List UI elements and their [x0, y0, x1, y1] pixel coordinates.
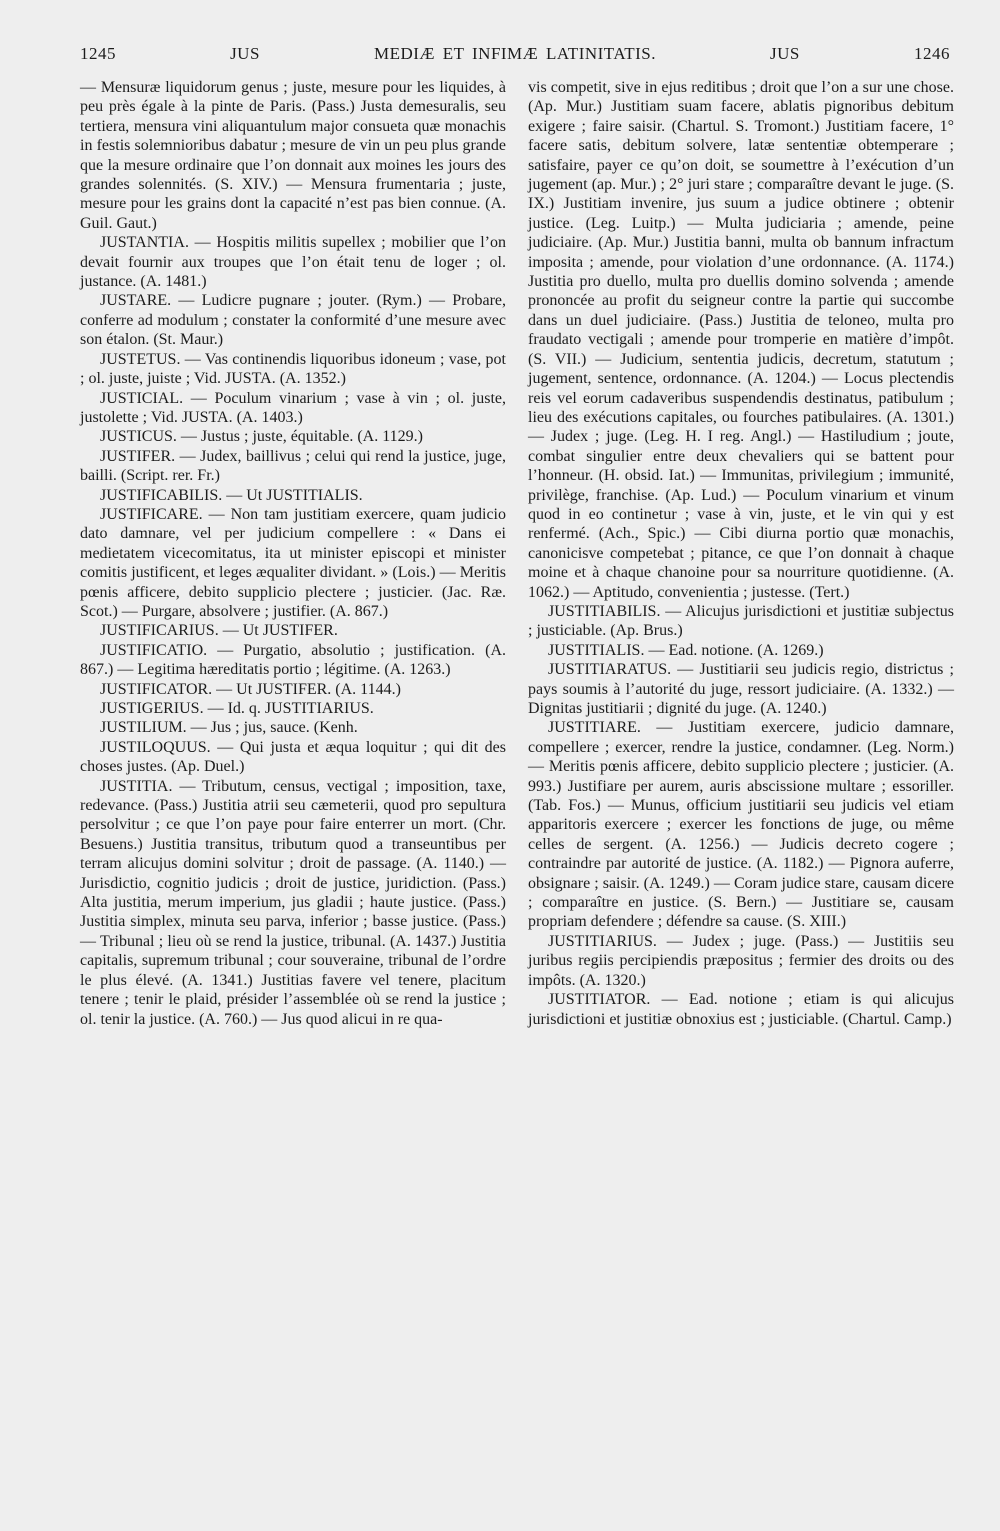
catchword-left: JUS [230, 44, 260, 63]
entry-paragraph: JUSTITIARATUS. — Justitiarii seu judicis regio, districtus ; pays soumis à l’autorité du juge, ressort judiciaire. (A. 1332.) — Dignitas justitiarii ; dignité du juge. (A. 1240.) [528, 661, 954, 717]
entry-paragraph: JUSTARE. — Ludicre pugnare ; jouter. (Rym.) — Probare, conferre ad modulum ; constater la conformité d’une mesure avec son étalon. (St. Maur.) [80, 292, 506, 349]
left-column [80, 78, 506, 1029]
entry-paragraph: JUSTIFICARIUS. — Ut JUSTIFER. [100, 622, 338, 640]
page-number-left: 1245 [80, 44, 116, 63]
entry-paragraph: JUSTIFICARE. — Non tam justitiam exercere, quam judicio dato damnare, vel per judicium compellere : « Dans ei medietatem vicecomitatus, ita ut minister episcopi et minister comitis justificent, et leges æqualiter dividant. » (Lois.) — Meritis pœnis afficere, debito supplicio plectere ; justicier. (Jac. Ræ. Scot.) — Purgare, absolvere ; justifier. (A. 867.) [80, 505, 506, 620]
entry-paragraph: JUSTITIARIUS. — Judex ; juge. (Pass.) — Justitiis seu juribus regiis percipiendis præpositus ; fermier des droits ou des impôts. (A. 1320.) [528, 932, 954, 989]
entry-paragraph: JUSTICIAL. — Poculum vinarium ; vase à vin ; ol. juste, justolette ; Vid. JUSTA. (A. 1403.) [80, 389, 506, 426]
running-title: MEDIÆ ET INFIMÆ LATINITATIS. [373, 44, 656, 63]
entry-paragraph: JUSTIFICATOR. — Ut JUSTIFER. (A. 1144.) [100, 680, 401, 698]
entry-paragraph: JUSTILOQUUS. — Qui justa et æqua loquitur ; qui dit des choses justes. (Ap. Duel.) [80, 738, 506, 776]
entry-paragraph: JUSTIGERIUS. — Id. q. JUSTITIARIUS. [100, 700, 374, 717]
entry-paragraph: JUSTETUS. — Vas continendis liquoribus idoneum ; vase, pot ; ol. juste, juiste ; Vid. JUSTA. (A. 1352.) [80, 350, 506, 388]
entry-paragraph: JUSTITIATOR. — Ead. notione ; etiam is qui alicujus jurisdictioni et justitiæ obnoxius est ; justiciable. (Chartul. Camp.) [528, 991, 954, 1028]
entry-paragraph: JUSTIFICABILIS. — Ut JUSTITIALIS. [100, 486, 363, 504]
entry-paragraph: JUSTITIABILIS. — Alicujus jurisdictioni et justitiæ subjectus ; justiciable. (Ap. Brus.) [528, 602, 954, 640]
running-head [80, 44, 954, 64]
entry-paragraph: JUSTILIUM. — Jus ; jus, sauce. (Kenh. [100, 719, 358, 737]
entry-paragraph: JUSTANTIA. — Hospitis militis supellex ; mobilier que l’on devait fournir aux troupes que l’on était tenu de loger ; ol. justance. (A. 1481.) [80, 234, 506, 291]
entry-paragraph: — Mensuræ liquidorum genus ; juste, mesure pour les liquides, à peu près égale à la pinte de Paris. (Pass.) Justa demesuralis, seu tertiera, mensura vini aliquantulum major consueta quæ monachis in festis solemnioribus dabatur ; mesure de vin un peu plus grande que la mesure ordinaire que l’on donnait aux moines les jours des grandes solennités. (S. XIV.) — Mensura frumentaria ; juste, mesure pour les grains dont la capacité n’est pas bien connue. (A. Guil. Gaut.) [80, 79, 506, 232]
entry-paragraph: vis competit, sive in ejus reditibus ; droit que l’on a sur une chose. (Ap. Mur.) Justitiam suam facere, ablatis pignoribus debitum exigere ; faire saisir. (Chartul. S. Tromont.) Justitiam facere, 1° facere satis, debitum solvere, latæ sententiæ obtemperare ; satisfaire, payer ce qu’on doit, se soumettre à l’exécution d’un jugement (ap. Mur.) ; 2° juri stare ; comparaître devant le juge. (S. IX.) Justitiam invenire, jus suum a judice obtinere ; obtenir justice. (Leg. Luitp.) — Multa judiciaria ; amende, peine judiciaire. (Ap. Mur.) Justitia banni, multa ob bannum infractum imposita ; amende, pour violation d’une ordonnance. (A. 1174.) Justitia pro duello, multa pro duellis domino solvenda ; amende prononcée au profit du seigneur contre la partie qui succombe dans un duel judiciaire. (Pass.) Justitia de teloneo, multa pro fraudato vectigali ; amende pour tromperie en matière d’impôt. (S. VII.) — Judicium, sententia judicis, decretum, statutum ; jugement, sentence, ordonnance. (A. 1204.) — Locus plectendis reis vel eorum cadaveribus suspendendis destinatus, patibulum ; lieu des exécutions capitales, ou fourches patibulaires. (A. 1301.) — Judex ; juge. (Leg. H. I reg. Angl.) — Hastiludium ; joute, combat singulier entre deux chevaliers qui se battent pour l’honneur. (H. obsid. Iat.) — Immunitas, privilegium ; immunité, privilège, franchise. (Ap. Lud.) — Poculum vinarium et vinum quod in eo continetur ; vase à vin, juste, et le vin qui y est renfermé. (Ach., Spic.) — Cibi diurna portio quæ monachis, canonicisve competebat ; pitance, ce que l’on donnait à chaque moine et à chaque chanoine pour sa nourriture quotidienne. (A. 1062.) — Aptitudo, convenientia ; justesse. (Tert.) [528, 79, 954, 601]
right-column [528, 78, 954, 1029]
entry-paragraph: JUSTICUS. — Justus ; juste, équitable. (A. 1129.) [100, 428, 423, 446]
entry-paragraph: JUSTITIARE. — Justitiam exercere, judicio damnare, compellere ; exercer, rendre la justice, condamner. (Leg. Norm.) — Meritis pœnis afficere, debito supplicio plectere ; justicier. (A. 993.) Justifiare per aurem, auris abscissione multare ; essoriller. (Tab. Fos.) — Munus, officium justitiarii seu judicis vel etiam apparitoris exercere ; exercer les fonctions de juge, ou même celles de sergent. (A. 1256.) — Judicis decreto cogere ; contraindre par autorité de justice. (A. 1182.) — Pignora auferre, obsignare ; saisir. (A. 1249.) — Coram judice stare, causam dicere ; comparaître en justice. (S. Bern.) — Justitiare se, causam propriam defendere ; défendre sa cause. (S. XIII.) [528, 719, 954, 931]
page-number-right: 1246 [913, 44, 950, 63]
entry-paragraph: JUSTITIALIS. — Ead. notione. (A. 1269.) [548, 641, 824, 659]
catchword-right: JUS [770, 44, 800, 63]
entry-paragraph: JUSTITIA. — Tributum, census, vectigal ; imposition, taxe, redevance. (Pass.) Justitia atrii seu cæmeterii, quod pro sepultura persolvitur ; ce que l’on paye pour faire enterrer un mort. (Chr. Besuens.) Justitia transitus, tributum quod a transeuntibus per terram alicujus domini solvitur ; droit de passage. (A. 1140.) — Jurisdictio, cognitio judicis ; droit de justice, juridiction. (Pass.) Alta justitia, merum imperium, jus gladii ; haute justice. (Pass.) Justitia simplex, minuta seu parva, inferior ; basse justice. (Pass.) — Tribunal ; lieu où se rend la justice, tribunal. (A. 1437.) Justitia capitalis, supremum tribunal ; cour souveraine, tribunal de l’ordre le plus élevé. (A. 1341.) Justitias favere vel tenere, placitum tenere ; tenir le plaid, présider l’assemblée où se rend la justice ; ol. tenir la justice. (A. 760.) — Jus quod alicui in re qua- [80, 777, 506, 1028]
text-columns [80, 78, 954, 1029]
entry-paragraph: JUSTIFER. — Judex, baillivus ; celui qui rend la justice, juge, bailli. (Script. rer. Fr.) [80, 447, 506, 485]
entry-paragraph: JUSTIFICATIO. — Purgatio, absolutio ; justification. (A. 867.) — Legitima hæreditatis portio ; légitime. (A. 1263.) [80, 641, 506, 679]
